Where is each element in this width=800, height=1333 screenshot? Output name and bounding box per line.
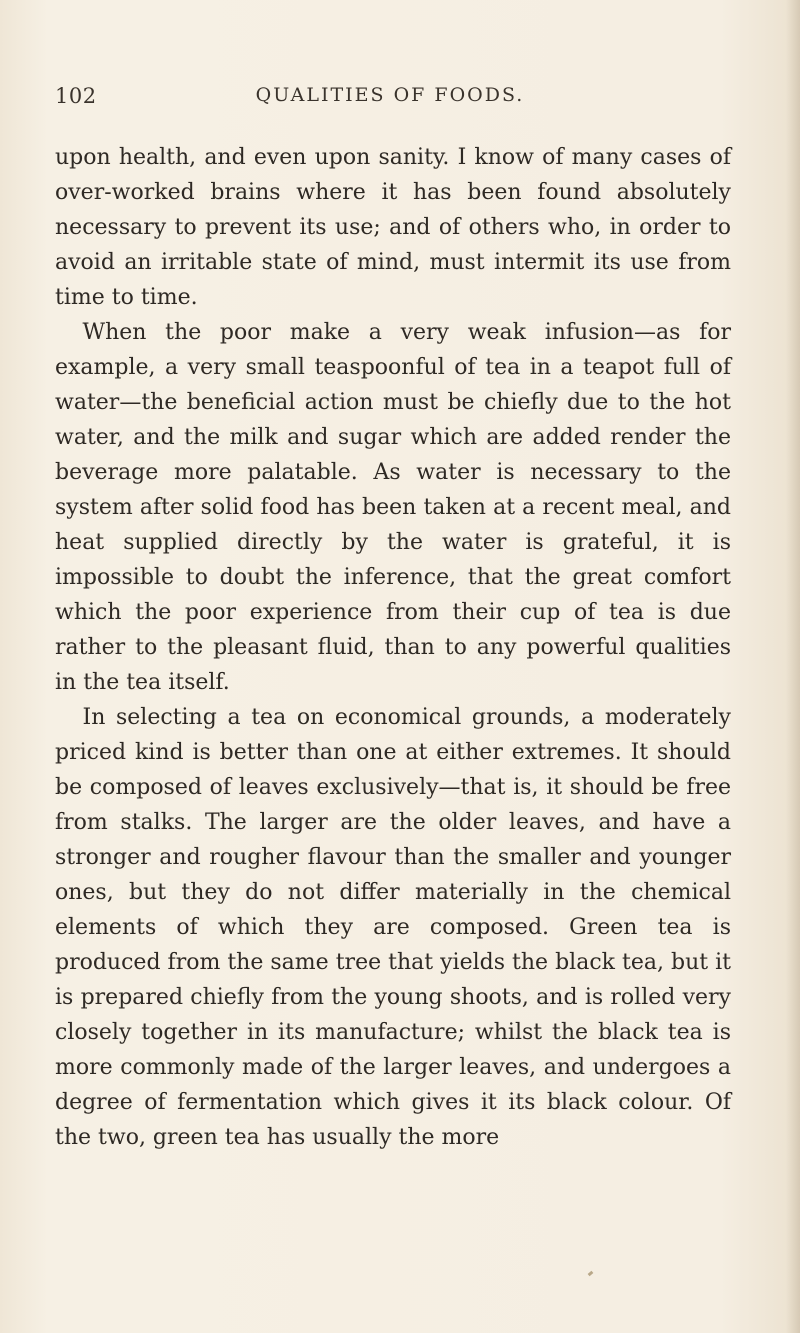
paragraph-continued: upon health, and even upon sanity. I know of many cases of over-worked brains where it has been found absolutely necessary to prevent its use; and of others who, in order to avoid an irritable state of mind, must intermit its use from time to time. [55,145,731,310]
body-text [55,140,731,1155]
page-number: 102 [55,84,97,108]
paragraph-selecting-tea: In selecting a tea on economical grounds, a moderately priced kind is better than one at either extremes. It should be composed of leaves exclusively—that is, it should be free from stalks. The larger are the older leaves, and have a stronger and rougher flavour than the smaller and younger ones, but they do not differ materially in the chemical elements of which they are composed. Green tea is produced from the same tree that yields the black tea, but it is prepared chiefly from the young shoots, and is rolled very closely together in its manufacture; whilst the black tea is more commonly made of the larger leaves, and undergoes a degree of fermentation which gives it its black colour. Of the two, green tea has usually the more [55,705,731,1150]
ink-speck [588,1271,594,1277]
page-edge-shadow [786,0,800,1333]
page-header [55,84,725,114]
running-head: QUALITIES OF FOODS. [255,84,525,106]
paragraph-poor-infusion: When the poor make a very weak infusion—as for example, a very small teaspoonful of tea in a teapot full of water—the beneficial action must be chiefly due to the hot water, and the milk and sugar which are added render the beverage more palatable. As water is necessary to the system after solid food has been taken at a recent meal, and heat supplied directly by the water is grateful, it is impossible to doubt the inference, that the great comfort which the poor experience from their cup of tea is due rather to the pleasant fluid, than to any powerful qualities in the tea itself. [55,320,731,695]
